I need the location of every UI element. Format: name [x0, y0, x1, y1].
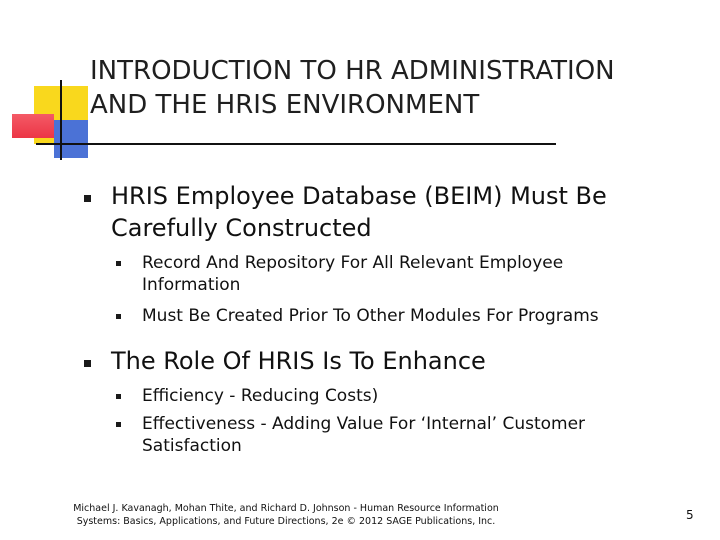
- sub-bullet-text-line-2: Information: [142, 275, 241, 295]
- square-bullet-icon: [116, 394, 121, 399]
- bullet-text-line-2: Carefully Constructed: [111, 214, 372, 242]
- square-bullet-icon: [84, 195, 91, 202]
- square-bullet-icon: [116, 261, 121, 266]
- square-bullet-icon: [116, 314, 121, 319]
- bullet-text: The Role Of HRIS Is To Enhance: [111, 347, 486, 375]
- sub-bullet-text-line-1: Effectiveness - Adding Value For ‘Internal’ Customer: [142, 414, 586, 434]
- footer-line-1: Michael J. Kavanagh, Mohan Thite, and Richard D. Johnson - Human Resource Information: [73, 503, 499, 514]
- slide-title-line-2: AND THE HRIS ENVIRONMENT: [90, 90, 480, 120]
- footer-line-2: Systems: Basics, Applications, and Future Directions, 2e © 2012 SAGE Publications, Inc.: [76, 516, 496, 527]
- sub-bullet-text-line-1: Record And Repository For All Relevant Employee: [142, 253, 564, 273]
- footer-citation: [56, 502, 516, 528]
- square-bullet-icon: [84, 360, 91, 367]
- page-number: 5: [686, 508, 694, 522]
- sub-bullet-text: [142, 252, 563, 296]
- sub-bullet-text: [142, 413, 585, 457]
- sub-bullet-text-line-2: Satisfaction: [142, 436, 242, 456]
- slide-title-line-1: INTRODUCTION TO HR ADMINISTRATION: [90, 56, 615, 86]
- bullet-text: [111, 180, 607, 244]
- square-bullet-icon: [116, 422, 121, 427]
- sub-bullet-text: Efficiency - Reducing Costs): [142, 386, 379, 406]
- bullet-text-line-1: HRIS Employee Database (BEIM) Must Be: [111, 182, 607, 210]
- sub-bullet-text: Must Be Created Prior To Other Modules For Programs: [142, 306, 599, 326]
